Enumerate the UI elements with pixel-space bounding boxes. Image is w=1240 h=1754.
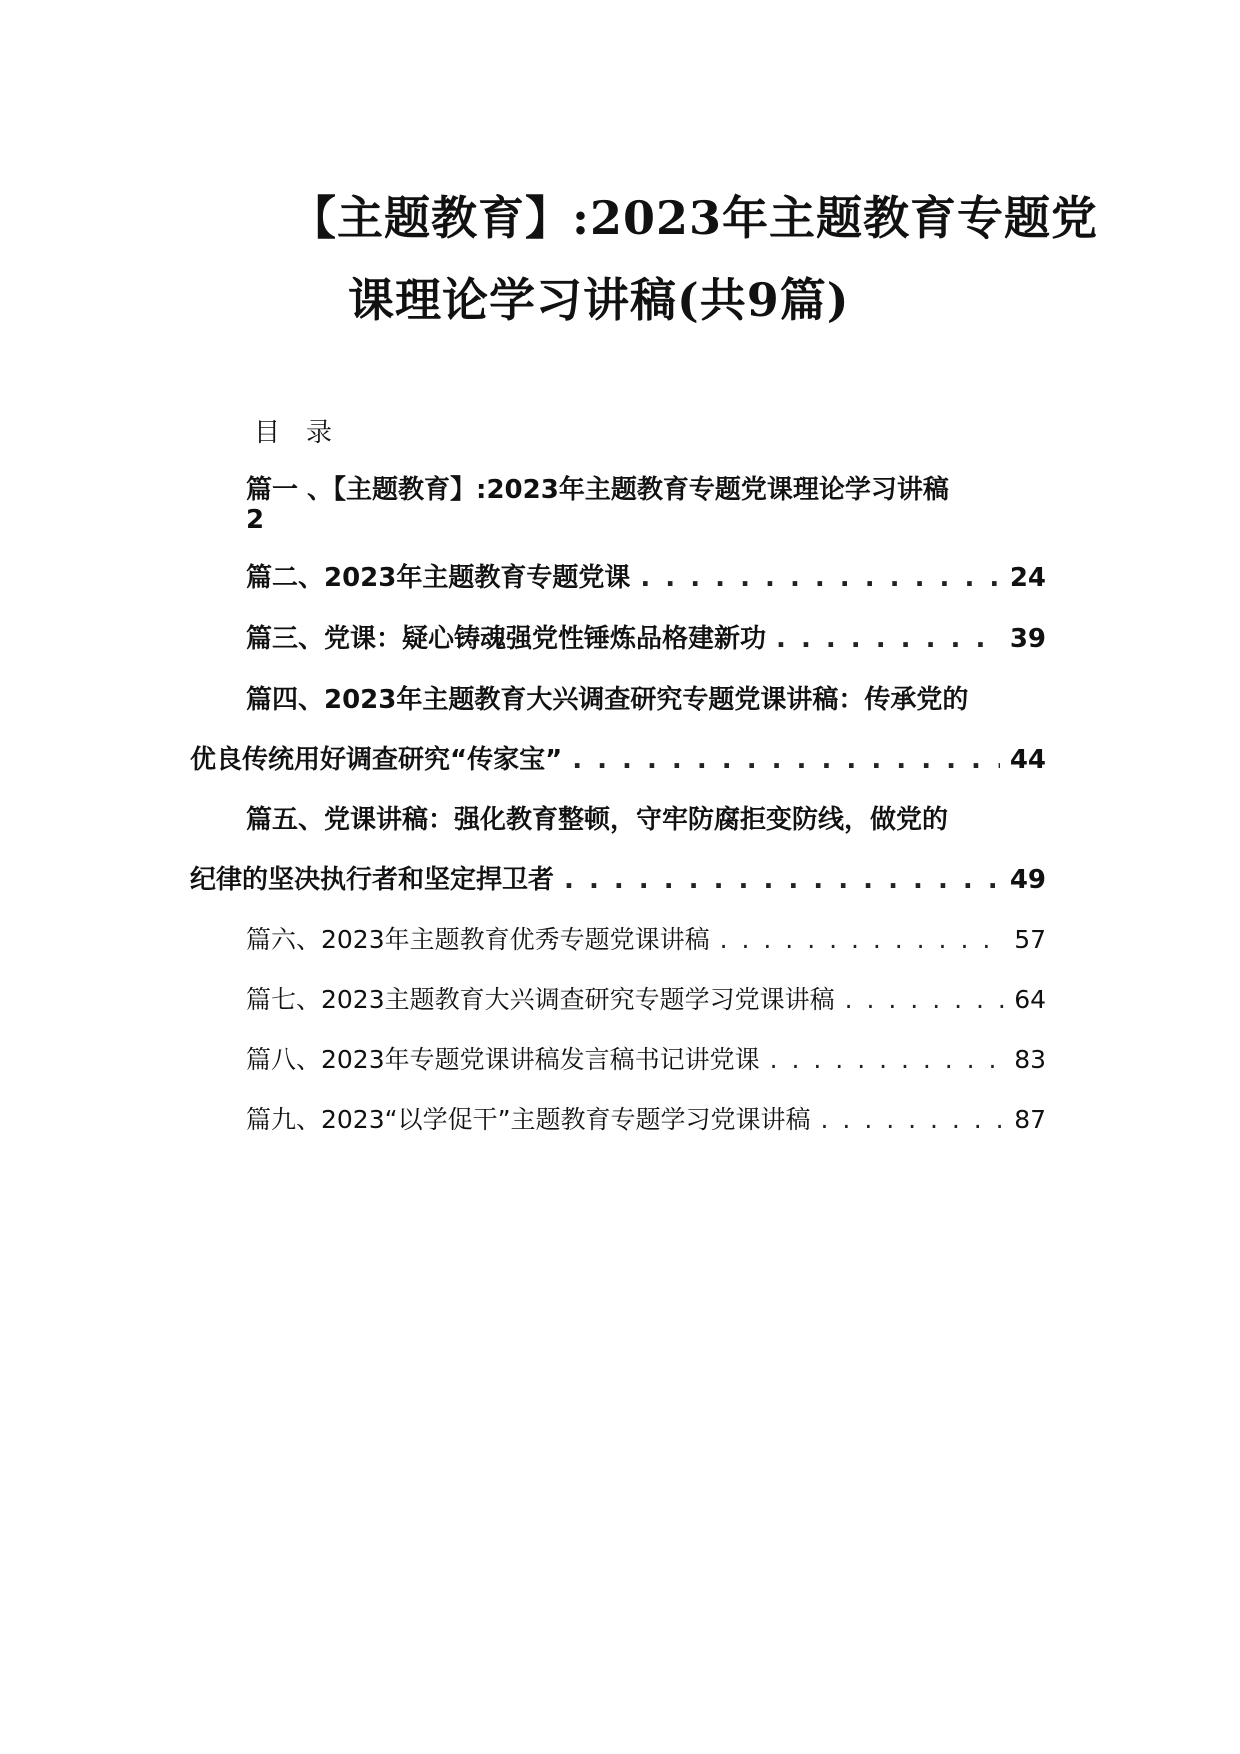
toc-entry-text: 篇一 、【主题教育】:2023年主题教育专题党课理论学习讲稿: [246, 475, 949, 505]
toc-entry-2[interactable]: [246, 558, 1046, 598]
toc-entry-5-line-1[interactable]: [246, 800, 1056, 840]
document-title-line-1: 【主题教育】:2023年主题教育专题党: [290, 191, 1099, 245]
toc-entry-text: 篇八、2023年专题党课讲稿发言稿书记讲党课: [246, 1045, 760, 1074]
toc-dot-leader: [564, 860, 1000, 900]
toc-entry-text: 篇五、党课讲稿：强化教育整顿，守牢防腐拒变防线，做党的: [246, 805, 949, 835]
toc-entry-4-line-1[interactable]: [246, 680, 1056, 720]
toc-entry-text: 优良传统用好调查研究“传家宝”: [190, 745, 563, 775]
toc-entry-page: 57: [1014, 925, 1046, 954]
toc-entry-4-line-2[interactable]: [190, 740, 1046, 780]
toc-entry-page: 83: [1014, 1045, 1046, 1074]
toc-entry-text: 篇四、2023年主题教育大兴调查研究专题党课讲稿：传承党的: [246, 685, 969, 715]
toc-entry-text: 篇二、2023年主题教育专题党课: [246, 563, 631, 593]
toc-heading: 目录: [254, 418, 359, 448]
toc-dot-leader: [770, 1040, 1005, 1080]
toc-dot-leader: [720, 920, 1005, 960]
document-title-line-2: 课理论学习讲稿(共9篇): [348, 273, 850, 327]
toc-entry-text: 纪律的坚决执行者和坚定捍卫者: [190, 865, 555, 895]
toc-entry-6[interactable]: [246, 920, 1046, 960]
toc-entry-page: 2: [246, 505, 265, 535]
toc-entry-page: 49: [1009, 865, 1046, 895]
toc-entry-page: 24: [1009, 563, 1046, 593]
toc-entry-text: 篇九、2023“以学促干”主题教育专题学习党课讲稿: [246, 1105, 811, 1134]
toc-entry-9[interactable]: [246, 1100, 1046, 1140]
toc-dot-leader: [640, 558, 999, 598]
toc-dot-leader: [776, 619, 1000, 659]
toc-entry-text: 篇六、2023年主题教育优秀专题党课讲稿: [246, 925, 710, 954]
toc-entry-page: 44: [1009, 745, 1046, 775]
toc-entry-5-line-2[interactable]: [190, 860, 1046, 900]
toc-entry-page: 64: [1014, 985, 1046, 1014]
toc-entry-1-line-2[interactable]: [246, 500, 1046, 540]
toc-entry-8[interactable]: [246, 1040, 1046, 1080]
toc-dot-leader: [845, 980, 1005, 1020]
toc-entry-7[interactable]: [246, 980, 1046, 1020]
toc-entry-page: 87: [1014, 1105, 1046, 1134]
toc-dot-leader: [572, 740, 1000, 780]
toc-entry-text: 篇三、党课：疑心铸魂强党性锤炼品格建新功: [246, 624, 767, 654]
toc-dot-leader: [821, 1100, 1005, 1140]
toc-entry-text: 篇七、2023主题教育大兴调查研究专题学习党课讲稿: [246, 985, 835, 1014]
toc-entry-page: 39: [1009, 624, 1046, 654]
toc-entry-3[interactable]: [246, 619, 1046, 659]
